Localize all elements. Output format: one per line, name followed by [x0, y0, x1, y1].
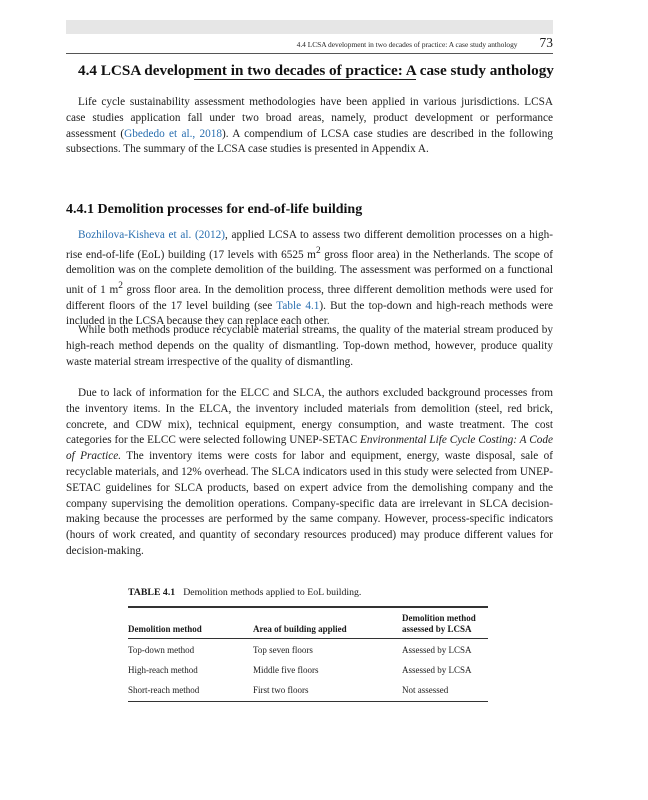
page-number: 73	[539, 35, 553, 50]
section-title-part-1: 4.4 LCSA develop	[78, 62, 195, 79]
table-caption-text: Demolition methods applied to EoL building.	[183, 587, 362, 598]
table-label: TABLE 4.1	[128, 587, 176, 598]
table-reference-link[interactable]: Table 4.1	[276, 299, 320, 312]
running-header	[66, 36, 553, 54]
table-header-cell: Demolition method	[128, 607, 253, 639]
running-head: 4.4 LCSA development in two decades of practice: A case study anthology	[296, 40, 518, 49]
table-cell: Top seven floors	[253, 645, 313, 655]
section-title	[78, 62, 554, 80]
table-row	[128, 681, 488, 702]
section-title-underlined: ment in two decades of practice: A	[194, 62, 416, 79]
paragraph-3: Due to lack of information for the ELCC and SLCA, the authors excluded background processes from the inventory items. In the ELCA, the inventory included materials from demolition (steel, red brick, concrete, and CDW mix), technical equipment, energy consumption, and waste treatment. The cost categories for the ELCC were selected following UNEP-SETAC Environmental Life Cycle Costing: A Code of Practice. The inventory items were costs for labor and equipment, energy, waste disposal, sale of recyclable materials, and 12% overhead. The SLCA indicators used in this study were selected from UNEP-SETAC guidelines for SLCA products, based on expert advice from the demolishing company and the company supervising the demolition operations. Company-specific data are irrelevant in SLCA decision-making because the processes are performed by the same company. However, process-specific indicators (hours of work created, and quantity of secondary resources produced) may produce different values for decision-making.	[66, 387, 554, 557]
citation-link[interactable]: Bozhilova-Kisheva et al. (2012)	[78, 229, 225, 241]
citation-link[interactable]: Gbededo et al., 2018	[124, 127, 223, 140]
table-header-row	[128, 607, 488, 639]
table-caption	[128, 587, 361, 598]
paragraph-2: While both methods produce recyclable material streams, the quality of the material stream produced by high-reach method depends on the quality of dismantling. Top-down method, however, produce quality waste material stream irrespective of the quality of dismantling.	[66, 324, 553, 368]
subsection-title: 4.4.1 Demolition processes for end-of-life building	[66, 202, 363, 217]
table-cell: Top-down method	[128, 645, 195, 655]
section-title-part-3: case study anthology	[415, 62, 554, 79]
table-header-cell: Demolition method assessed by LCSA	[402, 607, 488, 639]
table-row	[128, 639, 488, 662]
table-cell: Short-reach method	[128, 685, 200, 695]
intro-paragraph: Life cycle sustainability assessment methodologies have been applied in various jurisdictions. LCSA case studies application fall under two broad areas, namely, product development or performance assessment (Gbededo et al., 2018). A compendium of LCSA case studies are described in the following subsections. The summary of the LCSA case studies is presented in Appendix A.	[66, 96, 553, 156]
table-cell: Assessed by LCSA	[402, 645, 472, 655]
table-header-cell: Area of building applied	[253, 607, 402, 639]
table-cell: High-reach method	[128, 665, 198, 675]
table-cell: Assessed by LCSA	[402, 665, 472, 675]
table-row	[128, 661, 488, 681]
table-cell: Middle five floors	[253, 665, 319, 675]
table-cell: First two floors	[253, 685, 309, 695]
header-band	[66, 20, 553, 34]
table-cell: Not assessed	[402, 685, 449, 695]
paragraph-1: Bozhilova-Kisheva et al. (2012), applied LCSA to assess two different demolition processes on a high-rise end-of-life (EoL) building (17 levels with 6525 $m^2$ gross floor area) in the Netherlands. The scope of demolition was on the complete demolition of the building. The assessment was performed on a functional unit of 1 $m^2$ gross floor area. In the demolition process, three different demolition methods were used for different floors of the 17 level building (see Table 4.1). But the top-down and high-reach methods were included in the LCSA because they can replace each other.	[66, 229, 554, 328]
demolition-methods-table	[128, 606, 488, 702]
